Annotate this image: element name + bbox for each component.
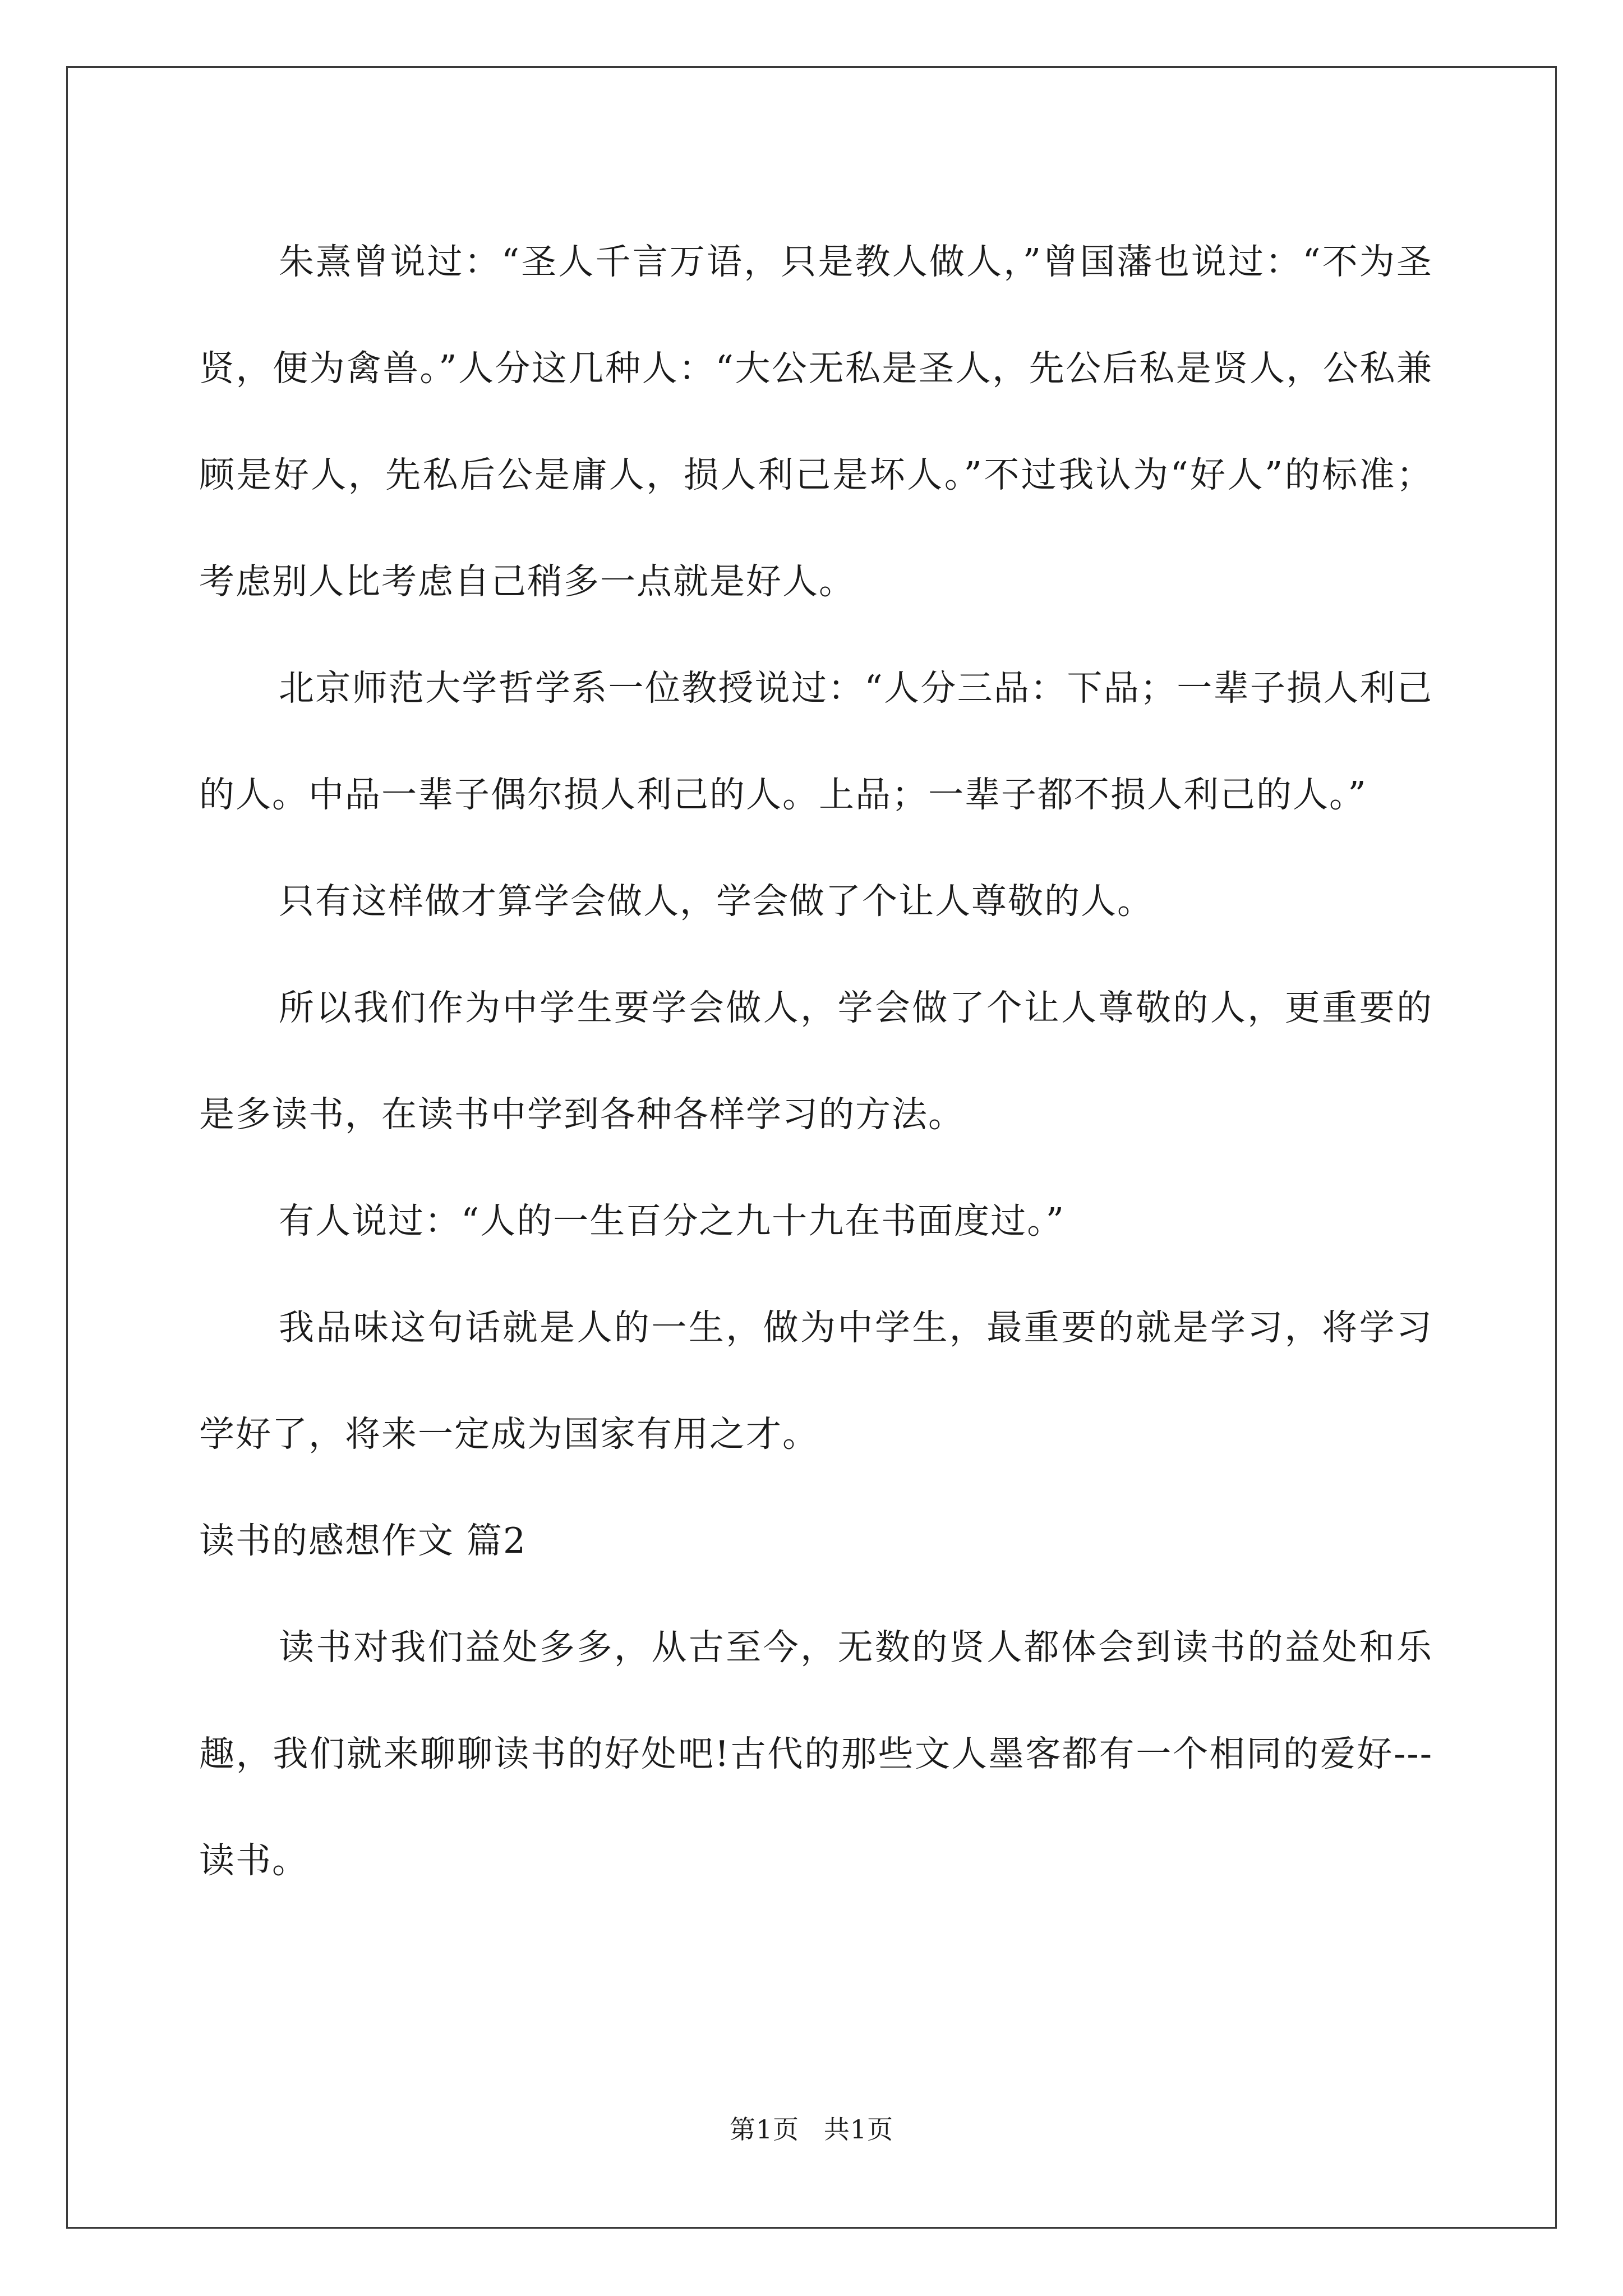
- paragraph: 所以我们作为中学生要学会做人，学会做了个让人尊敬的人，更重要的是多读书，在读书中学到各种各样学习的方法。: [199, 987, 1433, 1135]
- paragraph: 朱熹曾说过：“圣人千言万语，只是教人做人，”曾国藩也说过：“不为圣贤，便为禽兽。”人分这几种人：“大公无私是圣人，先公后私是贤人，公私兼顾是好人，先私后公是庸人，损人利己是坏人。”不过我认为“好人”的标准；考虑别人比考虑自己稍多一点就是好人。: [199, 241, 1433, 602]
- page-footer: [0, 2109, 1623, 2146]
- paragraph: 我品味这句话就是人的一生，做为中学生，最重要的就是学习，将学习学好了，将来一定成为国家有用之才。: [199, 1307, 1433, 1455]
- document-body: [199, 209, 1433, 1914]
- section-heading: 读书的感想作文 篇2: [199, 1520, 527, 1561]
- paragraph: 只有这样做才算学会做人，学会做了个让人尊敬的人。: [279, 881, 1154, 922]
- paragraph: 北京师范大学哲学系一位教授说过：“人分三品：下品；一辈子损人利己的人。中品一辈子偶尔损人利己的人。上品；一辈子都不损人利己的人。”: [199, 668, 1433, 815]
- page-number: 第1页: [729, 2114, 800, 2145]
- paragraph: 有人说过：“人的一生百分之九十九在书面度过。”: [279, 1200, 1065, 1241]
- page-total: 共1页: [823, 2114, 894, 2145]
- paragraph: 读书对我们益处多多，从古至今，无数的贤人都体会到读书的益处和乐趣，我们就来聊聊读书的好处吧!古代的那些文人墨客都有一个相同的爱好---读书。: [199, 1627, 1433, 1881]
